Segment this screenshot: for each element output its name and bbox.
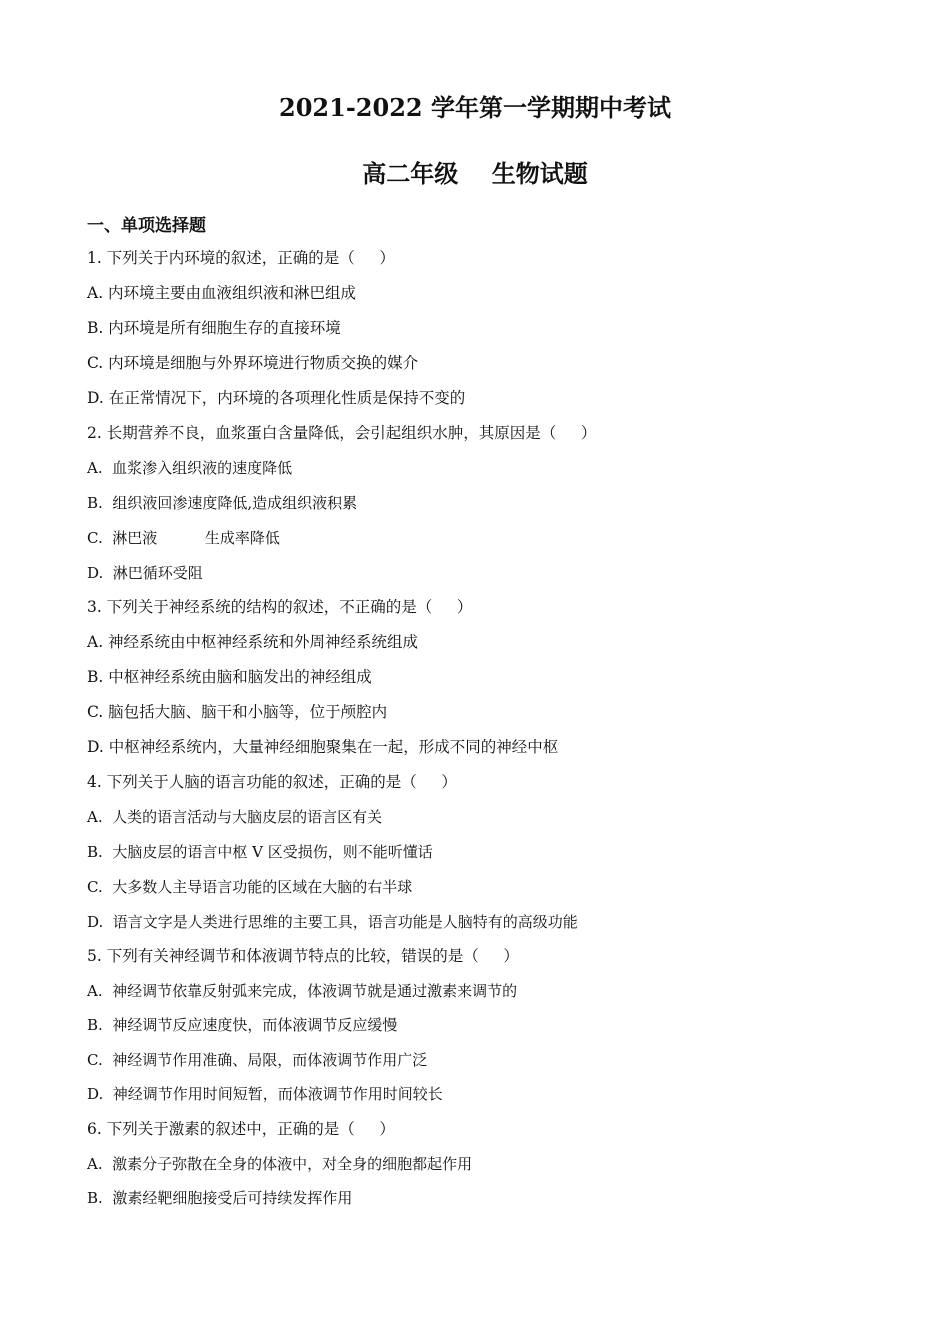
- answer-option: A. 人类的语言活动与大脑皮层的语言区有关: [87, 808, 383, 826]
- answer-option: D. 神经调节作用时间短暂，而体液调节作用时间较长: [87, 1085, 443, 1103]
- answer-option: A. 神经系统由中枢神经系统和外周神经系统组成: [87, 633, 419, 651]
- answer-option: D. 淋巴循环受阻: [87, 564, 203, 582]
- answer-option: D. 语言文字是人类进行思维的主要工具，语言功能是人脑特有的高级功能: [87, 913, 578, 931]
- question-stem: 6. 下列关于激素的叙述中，正确的是（ ）: [87, 1120, 395, 1138]
- question-stem: 1. 下列关于内环境的叙述，正确的是（ ）: [87, 249, 395, 267]
- question-stem: 2. 长期营养不良，血浆蛋白含量降低，会引起组织水肿，其原因是（ ）: [87, 424, 597, 442]
- question-stem: 3. 下列关于神经系统的结构的叙述，不正确的是（ ）: [87, 598, 473, 616]
- answer-option: D. 中枢神经系统内，大量神经细胞聚集在一起，形成不同的神经中枢: [87, 738, 559, 756]
- exam-title: 2021-2022 学年第一学期期中考试: [279, 93, 671, 122]
- answer-option: B. 内环境是所有细胞生存的直接环境: [87, 319, 341, 337]
- answer-option: C. 脑包括大脑、脑干和小脑等，位于颅腔内: [87, 703, 388, 721]
- answer-option: B. 神经调节反应速度快，而体液调节反应缓慢: [87, 1016, 398, 1034]
- question-stem: 5. 下列有关神经调节和体液调节特点的比较，错误的是（ ）: [87, 947, 519, 965]
- answer-option: A. 激素分子弥散在全身的体液中，对全身的细胞都起作用: [87, 1155, 473, 1173]
- answer-option: A. 血浆渗入组织液的速度降低: [87, 459, 293, 477]
- answer-option: B. 激素经靶细胞接受后可持续发挥作用: [87, 1189, 353, 1207]
- answer-option: B. 大脑皮层的语言中枢 V 区受损伤，则不能听懂话: [87, 843, 433, 861]
- answer-option: D. 在正常情况下，内环境的各项理化性质是保持不变的: [87, 389, 466, 407]
- answer-option: A. 神经调节依靠反射弧来完成，体液调节就是通过激素来调节的: [87, 982, 518, 1000]
- answer-option: B. 组织液回渗速度降低,造成组织液积累: [87, 494, 358, 512]
- answer-option: C. 神经调节作用准确、局限，而体液调节作用广泛: [87, 1051, 428, 1069]
- question-stem: 4. 下列关于人脑的语言功能的叙述，正确的是（ ）: [87, 773, 457, 791]
- answer-option: C. 内环境是细胞与外界环境进行物质交换的媒介: [87, 354, 419, 372]
- answer-option: B. 中枢神经系统由脑和脑发出的神经组成: [87, 668, 372, 686]
- answer-option: C. 淋巴液 生成率降低: [87, 529, 280, 547]
- answer-option: C. 大多数人主导语言功能的区域在大脑的右半球: [87, 878, 413, 896]
- exam-subtitle: 高二年级 生物试题: [362, 159, 588, 188]
- section-heading: 一、单项选择题: [87, 216, 206, 236]
- answer-option: A. 内环境主要由血液组织液和淋巴组成: [87, 284, 357, 302]
